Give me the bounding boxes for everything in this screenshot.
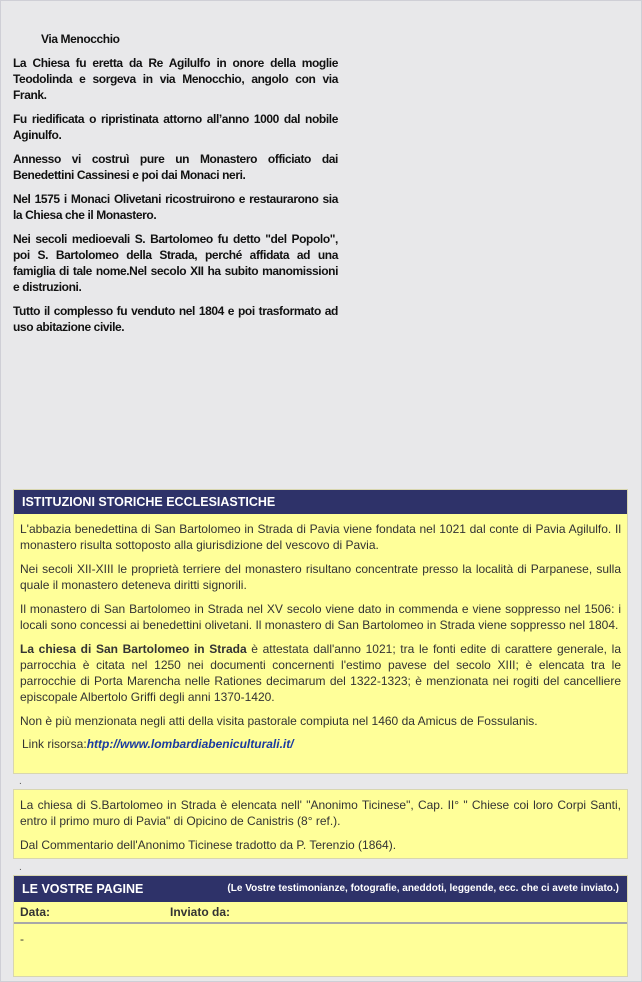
anonimo-box: [13, 789, 628, 859]
istituzioni-box: [13, 489, 628, 774]
istituzioni-body: [14, 514, 627, 751]
article-paragraph: Tutto il complesso fu venduto nel 1804 e poi trasformato ad uso abitazione civile.: [13, 304, 338, 334]
article: [13, 31, 338, 343]
article-paragraph: Annesso vi costruì pure un Monastero officiato dai Benedettini Cassinesi e poi dai Monaci neri.: [13, 152, 338, 182]
istituzioni-header: ISTITUZIONI STORICHE ECCLESIASTICHE: [14, 490, 627, 514]
link-line: [22, 737, 621, 751]
separator-dot: .: [19, 862, 22, 873]
istituzioni-text: è attestata dall'anno 1021; tra le fonti edite di carattere generale, la parrocchia è citata nel 1250 nei documenti concernenti l'estimo pavese del secolo XIII; è elencata tra le parrocchie di Porta Marencha nelle Rationes decimarum del 1322-1323; è menzionata nei rogiti del cancelliere episcopale Albertolo Griffi degli anni 1370-1420.: [20, 642, 621, 704]
resource-link[interactable]: http://www.lombardiabeniculturali.it/: [86, 737, 294, 751]
istituzioni-paragraph: Nei secoli XII-XIII le proprietà terriere del monastero risultano concentrate presso la località di Parpanese, sulla quale il monastero deteneva diritti signorili.: [20, 562, 621, 592]
pagine-header: [14, 876, 627, 902]
col-data: Data:: [20, 905, 51, 919]
istituzioni-paragraph: [20, 641, 621, 705]
col-inviato: Inviato da:: [170, 905, 231, 919]
anonimo-paragraph: La chiesa di S.Bartolomeo in Strada è elencata nell' "Anonimo Ticinese", Cap. II° " Chiese coi loro Corpi Santi, entro il primo muro di Pavia" di Opicino de Canistris (8° ref.).: [20, 798, 621, 828]
pagine-columns: [14, 902, 627, 924]
separator-dot: .: [19, 776, 22, 787]
istituzioni-paragraph: L'abbazia benedettina di San Bartolomeo in Strada di Pavia viene fondata nel 1021 dal conte di Pavia Agilulfo. Il monastero risulta sottoposto alla giurisdizione del vescovo di Pavia.: [20, 522, 621, 552]
link-label: Link risorsa:: [22, 737, 87, 751]
article-title: Via Menocchio: [41, 32, 120, 46]
article-paragraph: Nei secoli medioevali S. Bartolomeo fu detto "del Popolo", poi S. Bartolomeo della Strada, perché affidata ad una famiglia di tale nome.Nel secolo XII ha subito manomissioni e distruzioni.: [13, 232, 338, 294]
pagine-entry: -: [20, 932, 24, 946]
article-paragraph: Fu riedificata o ripristinata attorno all’anno 1000 dal nobile Aginulfo.: [13, 112, 338, 142]
istituzioni-paragraph: Non è più menzionata negli atti della visita pastorale compiuta nel 1460 da Amicus de Fossulanis.: [20, 714, 538, 728]
pagine-box: [13, 875, 628, 977]
article-paragraph: Nel 1575 i Monaci Olivetani ricostruirono e restaurarono sia la Chiesa che il Monastero.: [13, 192, 338, 222]
church-name-bold: La chiesa di San Bartolomeo in Strada: [20, 642, 247, 656]
pagine-subtitle: (Le Vostre testimonianze, fotografie, aneddoti, leggende, ecc. che ci avete inviato.): [227, 883, 619, 894]
anonimo-paragraph: Dal Commentario dell'Anonimo Ticinese tradotto da P. Terenzio (1864).: [20, 838, 397, 852]
istituzioni-paragraph: Il monastero di San Bartolomeo in Strada nel XV secolo viene dato in commenda e viene soppresso nel 1506: i locali sono concessi ai benedettini olivetani. Il monastero di San Bartolomeo in Strada viene soppresso nel 1804.: [20, 602, 621, 632]
article-paragraph: La Chiesa fu eretta da Re Agilulfo in onore della moglie Teodolinda e sorgeva in via Menocchio, angolo con via Frank.: [13, 56, 338, 102]
pagine-title: LE VOSTRE PAGINE: [22, 882, 144, 896]
anonimo-body: [14, 790, 627, 853]
